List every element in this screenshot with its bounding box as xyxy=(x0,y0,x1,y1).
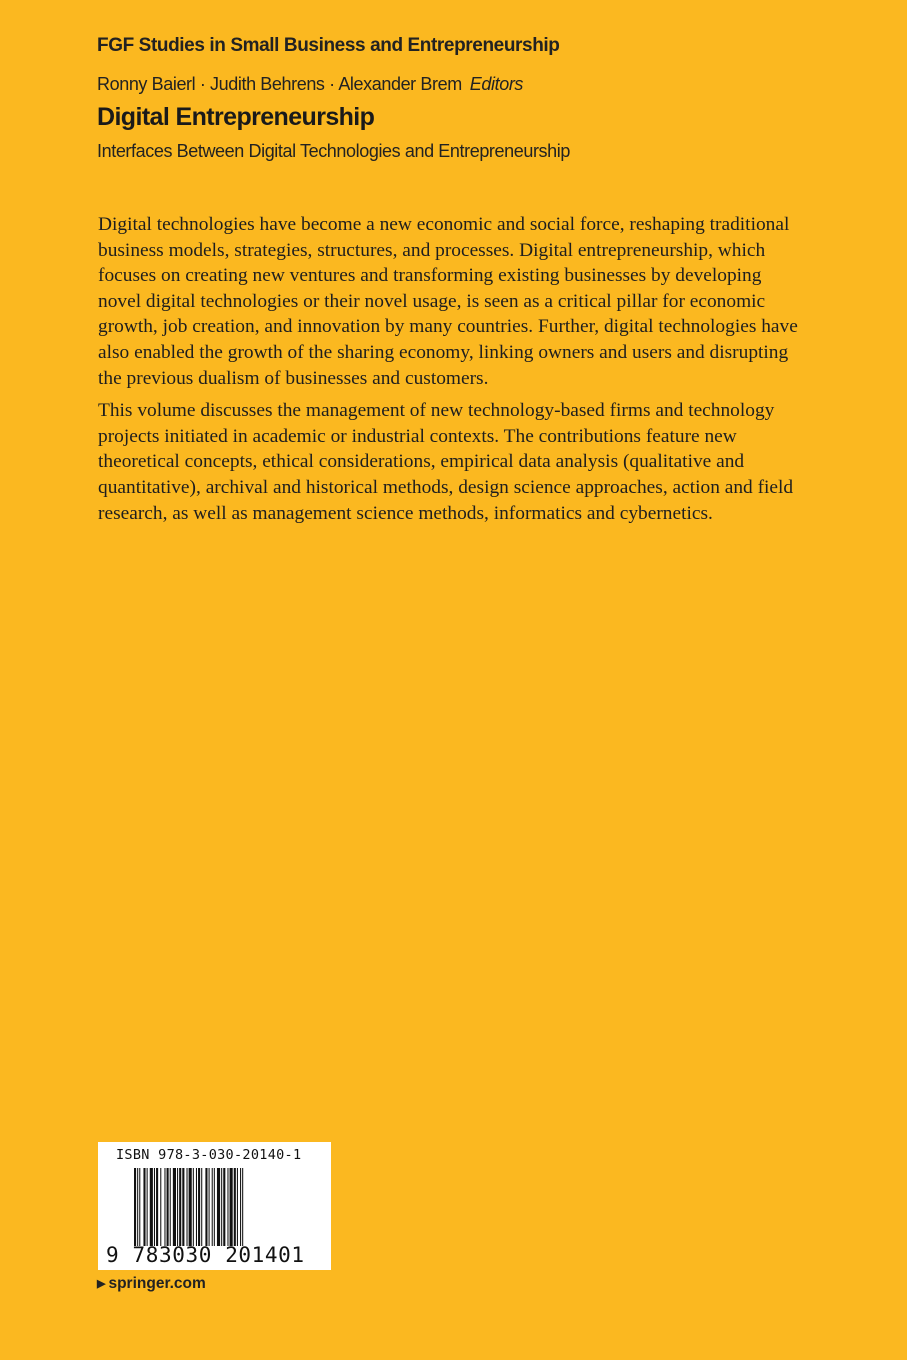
description-paragraph-1: Digital technologies have become a new economic and social force, reshaping traditional business models, strategies, structures, and processes. Digital entrepreneurship, which focuses on creating new ventures and transforming existing businesses by developing novel digital technologies or their novel usage, is seen as a critical pillar for economic growth, job creation, and innovation by many countries. Further, digital technologies have also enabled the growth of the sharing economy, linking owners and users and disrupting the previous dualism of businesses and customers. xyxy=(98,214,798,389)
barcode-bar xyxy=(214,1168,215,1246)
barcode-digits: 9 783030 201401 xyxy=(106,1243,305,1267)
barcode-bar xyxy=(173,1168,176,1246)
arrow-right-icon: ▶ xyxy=(97,1278,106,1290)
barcode-bar xyxy=(193,1168,194,1246)
barcode-bar xyxy=(134,1168,136,1246)
barcode-bar xyxy=(230,1168,233,1246)
editor-names: Ronny Baierl · Judith Behrens · Alexander Brem xyxy=(97,74,462,94)
description-paragraph-2: This volume discusses the management of new technology-based firms and technology projects initiated in academic or industrial contexts. The contributions feature new theoretical concepts, ethical considerations, empirical data analysis (qualitative and quantitative), archival and historical methods, design science approaches, action and field research, as well as management science methods, informatics and cybernetics. xyxy=(98,400,794,524)
publisher-link-text: springer.com xyxy=(108,1275,206,1292)
barcode-bar xyxy=(240,1168,241,1246)
barcode-bar xyxy=(221,1168,222,1246)
book-title: Digital Entrepreneurship xyxy=(97,103,375,131)
barcode-bar xyxy=(170,1168,171,1246)
editors-line xyxy=(97,74,523,95)
barcode-bar xyxy=(177,1168,178,1246)
barcode-bar xyxy=(217,1168,220,1246)
barcode-bar xyxy=(167,1168,169,1246)
book-subtitle: Interfaces Between Digital Technologies and Entrepreneurship xyxy=(97,141,570,161)
barcode-bar xyxy=(242,1168,243,1246)
barcode-bar xyxy=(212,1168,213,1246)
barcode-bar xyxy=(150,1168,153,1246)
barcode-bar xyxy=(196,1168,197,1246)
barcode-bar xyxy=(234,1168,236,1246)
barcode-bar xyxy=(187,1168,188,1246)
series-title: FGF Studies in Small Business and Entrepreneurship xyxy=(97,35,560,56)
isbn-label: ISBN 978-3-030-20140-1 xyxy=(116,1147,302,1163)
barcode-bar xyxy=(198,1168,200,1246)
barcode-bar xyxy=(139,1168,140,1246)
editors-role: Editors xyxy=(469,74,524,94)
barcode-bar xyxy=(154,1168,155,1246)
barcode-bar xyxy=(227,1168,228,1246)
publisher-link[interactable] xyxy=(97,1275,206,1293)
barcode-bar xyxy=(201,1168,202,1246)
barcode-bar xyxy=(143,1168,145,1246)
barcode-bar xyxy=(137,1168,138,1246)
barcode-bar xyxy=(147,1168,148,1246)
barcode-bars xyxy=(134,1168,304,1250)
barcode-bar xyxy=(156,1168,158,1246)
barcode-bar xyxy=(160,1168,161,1246)
barcode-bar xyxy=(164,1168,165,1246)
barcode-bar xyxy=(182,1168,184,1246)
barcode-bar xyxy=(205,1168,207,1246)
barcode-bar xyxy=(209,1168,210,1246)
isbn-barcode xyxy=(98,1142,331,1270)
barcode-bar xyxy=(223,1168,225,1246)
barcode-bar xyxy=(237,1168,238,1246)
barcode-bar xyxy=(189,1168,192,1246)
barcode-bar xyxy=(179,1168,181,1246)
book-description xyxy=(98,212,808,533)
